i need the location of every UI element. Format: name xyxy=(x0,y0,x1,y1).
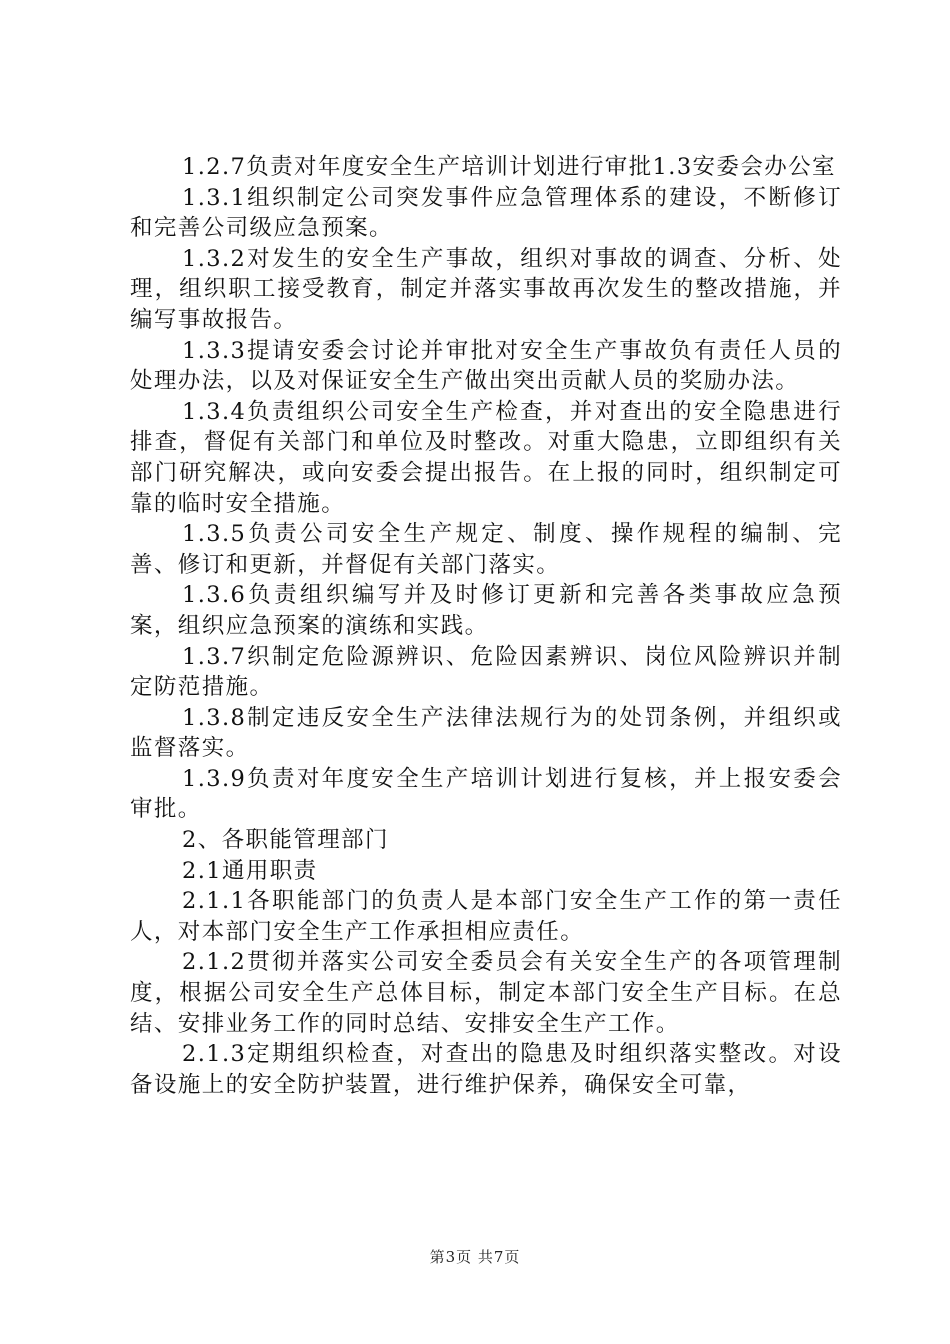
paragraph: 1.3.3提请安委会讨论并审批对安全生产事故负有责任人员的处理办法，以及对保证安全生产做出突出贡献人员的奖励办法。 xyxy=(130,337,842,395)
paragraph: 1.3.4负责组织公司安全生产检查，并对查出的安全隐患进行排查，督促有关部门和单位及时整改。对重大隐患，立即组织有关部门研究解决，或向安委会提出报告。在上报的同时，组织制定可靠的临时安全措施。 xyxy=(130,398,842,517)
section-heading: 2、各职能管理部门 xyxy=(182,827,389,854)
paragraph: 1.3.1组织制定公司突发事件应急管理体系的建设，不断修订和完善公司级应急预案。 xyxy=(130,184,842,242)
paragraph: 1.3.6负责组织编写并及时修订更新和完善各类事故应急预案，组织应急预案的演练和实践。 xyxy=(130,582,842,639)
paragraph: 1.3.2对发生的安全生产事故，组织对事故的调查、分析、处理，组织职工接受教育，制定并落实事故再次发生的整改措施，并编写事故报告。 xyxy=(130,245,842,333)
subsection-heading: 2.1通用职责 xyxy=(182,857,318,884)
paragraph: 2.1.2贯彻并落实公司安全委员会有关安全生产的各项管理制度，根据公司安全生产总体目标，制定本部门安全生产目标。在总结、安排业务工作的同时总结、安排安全生产工作。 xyxy=(130,949,842,1037)
paragraph: 1.2.7负责对年度安全生产培训计划进行审批1.3安委会办公室 xyxy=(182,154,836,180)
paragraph: 1.3.9负责对年度安全生产培训计划进行复核，并上报安委会审批。 xyxy=(130,765,842,823)
paragraph: 1.3.5负责公司安全生产规定、制度、操作规程的编制、完善、修订和更新，并督促有关部门落实。 xyxy=(130,521,842,578)
paragraph: 1.3.7织制定危险源辨识、危险因素辨识、岗位风险辨识并制定防范措施。 xyxy=(130,643,842,701)
paragraph: 2.1.3定期组织检查，对查出的隐患及时组织落实整改。对设备设施上的安全防护装置，进行维护保养，确保安全可靠， xyxy=(130,1041,842,1098)
paragraph: 1.3.8制定违反安全生产法律法规行为的处罚条例，并组织或监督落实。 xyxy=(130,704,842,762)
document-body xyxy=(130,152,842,1100)
paragraph: 2.1.1各职能部门的负责人是本部门安全生产工作的第一责任人，对本部门安全生产工作承担相应责任。 xyxy=(130,888,842,945)
page-number-footer: 第3页 共7页 xyxy=(429,1248,521,1266)
